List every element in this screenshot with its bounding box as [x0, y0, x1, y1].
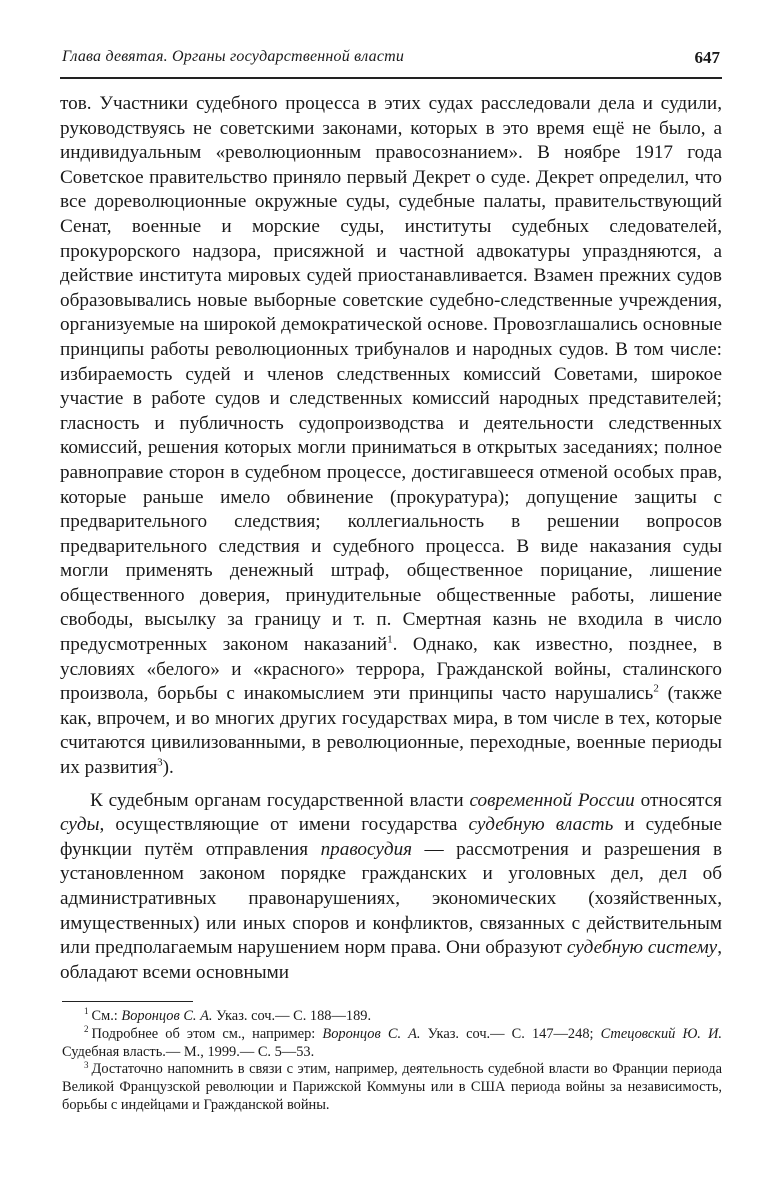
main-text	[60, 92, 722, 985]
text-run: Достаточно напомнить в связи с этим, например, деятельность судебной власти во Франции периода Великой Французской революции и Парижской Коммуны или в США периода войны за независимость, борьбы с индейцами и Гражданской войны.	[62, 1061, 722, 1113]
italic-term: судебную власть	[468, 814, 614, 836]
footnote-ref: 3	[157, 756, 163, 769]
italic-term: Стецовский Ю. И.	[600, 1025, 722, 1042]
text-run: К судебным органам государственной власти	[90, 789, 470, 811]
italic-term: правосудия	[320, 838, 413, 860]
italic-term: Воронцов С. А.	[121, 1008, 213, 1024]
text-run: тов. Участники судебного процесса в этих судах расследовали дела и судили, руководствуясь не советскими законами, которых в это время ещё не было, а индивидуальным «революционным правосознанием». В ноябре 1917 года Советское правительство приняло первый Декрет о суде. Декрет определил, что все дореволюционные окружные суды, судебные палаты, правительствующий Сенат, военные и морские суды, институты судебных следователей, прокурорского надзора, присяжной и частной адвокатуры упраздняются, а действие института мировых судей приостанавливается. Взамен прежних судов образовывались новые выборные советские судебно-следственные учреждения, организуемые на широкой демократической основе. Провозглашались основные принципы работы революционных трибуналов и народных судов. В том числе: избираемость судей и членов следственных комиссий Советами, широкое участие в работе судов и следственных комиссий народных представителей; гласность и публичность судопроизводства и деятельности следственных комиссий, решения которых могли приниматься в открытых заседаниях; полное равноправие сторон в судебном процессе, достигавшееся отменой особых прав, которые раньше имело обвинение (прокуратура); допущение защиты с предварительного следствия; коллегиальность в решении вопросов предварительного следствия и судебного процесса. В виде наказания суды могли применять денежный штраф, общественное порицание, лишение общественного доверия, принудительные общественные работы, лишение свободы, высылку за границу и т. п. Смертная казнь не входила в число предусмотренных законом наказаний	[60, 93, 722, 656]
text-run: . Однако, как известно, позднее, в условиях «белого» и «красного» террора, Гражданской войны, сталинского произвола, борьбы с инакомыслием эти принципы часто нарушались	[60, 634, 722, 705]
header-rule	[60, 77, 722, 79]
text-run: относятся	[634, 789, 723, 811]
text-run: Подробнее об этом см., например:	[91, 1025, 323, 1042]
footnote-ref: 2	[653, 682, 659, 695]
chapter-title: Глава девятая. Органы государственной власти	[62, 48, 405, 65]
text-run: и судебные функции путём отправления	[60, 814, 722, 860]
running-header	[62, 48, 720, 72]
text-run: , обладают всеми основными	[60, 937, 723, 983]
italic-term: суды	[60, 814, 100, 836]
text-run: Указ. соч.— С. 188—189.	[212, 1008, 372, 1024]
footnote-2	[62, 1026, 722, 1062]
text-run: (также как, впрочем, и во многих других государствах мира, в том числе в тех, которые считаются цивилизованными, в революционные, переходные, военные периоды их развития	[60, 683, 722, 779]
footnote-ref: 3	[84, 1059, 89, 1070]
italic-term: Воронцов С. А.	[322, 1025, 421, 1042]
text-run: Судебная власть.— М., 1999.— С. 5—53.	[62, 1043, 315, 1060]
paragraph-1	[60, 92, 722, 781]
italic-term: современной России	[469, 789, 635, 811]
text-run: — рассмотрения и разрешения в установленном законом порядке гражданских и уголовных дел, дел об административных правонарушениях, экономических (хозяйственных, имущественных) или иных споров и конфликтов, связанных с действительным или предполагаемым нарушением норм права. Они образуют	[60, 838, 722, 959]
footnote-ref: 1	[387, 633, 393, 646]
text-run: ).	[162, 757, 174, 779]
text-run: , осуществляющие от имени государства	[99, 814, 469, 836]
page-number: 647	[694, 48, 720, 67]
footnote-ref: 2	[84, 1024, 89, 1034]
footnote-ref: 1	[84, 1006, 89, 1017]
footnote-rule	[62, 1001, 193, 1002]
footnotes	[62, 1008, 722, 1115]
footnote-1	[62, 1008, 722, 1026]
footnote-3	[62, 1061, 722, 1114]
italic-term: судебную систему	[566, 937, 718, 959]
text-run: Указ. соч.— С. 147—248;	[420, 1025, 601, 1042]
text-run: См.:	[91, 1008, 122, 1024]
paragraph-2	[60, 789, 722, 986]
